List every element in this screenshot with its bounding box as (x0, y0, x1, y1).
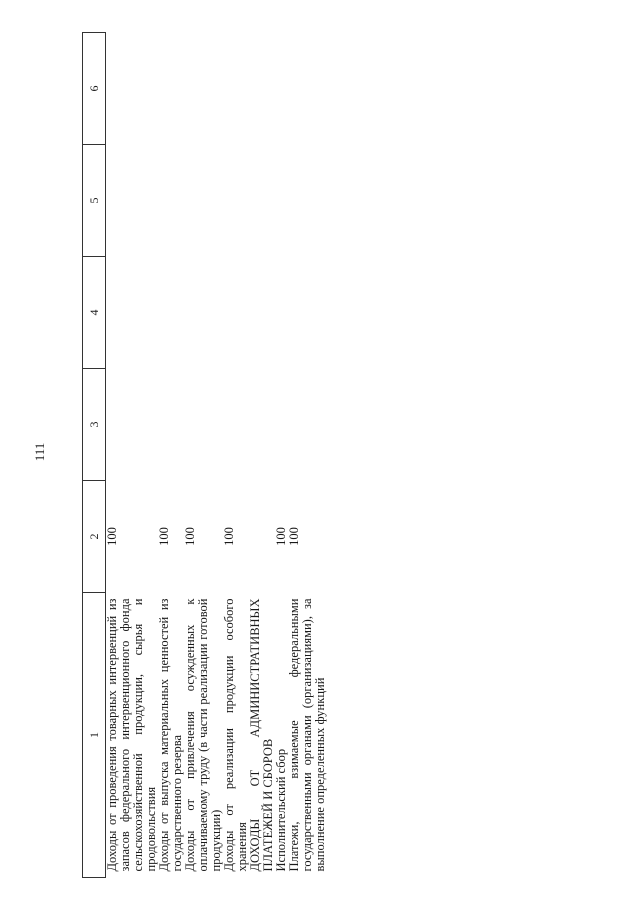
column-header-1: 1 (83, 593, 106, 878)
row-value: 100 (183, 527, 197, 546)
row-label: Исполнительский сбор (274, 748, 288, 872)
row-value: 100 (105, 527, 119, 546)
table-row (184, 33, 223, 878)
section-heading: ДОХОДЫ ОТ АДМИНИСТРАТИВНЫХ ПЛАТЕЖЕЙ И СБОРОВ (248, 598, 275, 872)
table-row (106, 33, 159, 878)
revenue-table (82, 32, 327, 878)
column-header-2: 2 (83, 481, 106, 593)
row-value: 100 (287, 527, 301, 546)
table-row (223, 33, 249, 878)
row-value (249, 481, 275, 593)
column-header-5: 5 (83, 145, 106, 257)
row-value: 100 (157, 527, 171, 546)
row-label: Доходы от проведения товарных интервенций из запасов федерального интервенционного фонда сельскохозяйственной продукции, сырья и продовольствия (105, 598, 158, 872)
row-label: Платежи, взимаемые федеральными государственными органами (организациями), за выполнение определенных функций (287, 598, 327, 872)
page-number: 111 (32, 442, 47, 462)
row-label: Доходы от привлечения осужденных к оплачиваемому труду (в части реализации готовой продукции) (183, 598, 223, 872)
column-header-3: 3 (83, 369, 106, 481)
row-label: Доходы от реализации продукции особого хранения (222, 598, 249, 872)
table-row-section-heading (249, 33, 275, 878)
row-label: Доходы от выпуска материальных ценностей из государственного резерва (157, 598, 184, 872)
rotated-table-wrapper (82, 33, 610, 878)
table-row (158, 33, 184, 878)
column-header-6: 6 (83, 33, 106, 145)
table-header-row (83, 33, 106, 878)
column-header-4: 4 (83, 257, 106, 369)
table-row (288, 33, 327, 878)
row-value: 100 (222, 527, 236, 546)
row-value: 100 (274, 527, 288, 546)
